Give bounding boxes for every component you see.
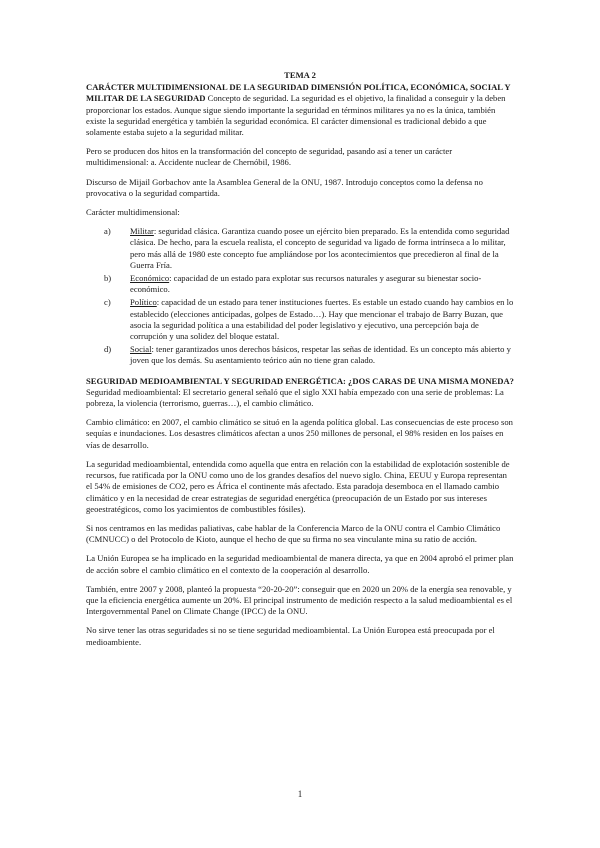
paragraph: Cambio climático: en 2007, el cambio climático se situó en la agenda política global. Las consecuencias de este proceso son sequías e inundaciones. Los desastres climáticos afectan a unos 250 millones de personal, el 98% residen en los países en vías de desarrollo. (86, 417, 513, 450)
document-title: TEMA 2 (284, 70, 316, 80)
paragraph: Si nos centramos en las medidas paliativas, cabe hablar de la Conferencia Marco de la ONU contra el Cambio Climático (CMNUCC) o del Protocolo de Kioto, aunque el hecho de que su firma no sea vinculante mina su ratio de acción. (86, 522, 501, 545)
paragraph-text: Concepto de seguridad. La seguridad es el objetivo, la finalidad a conseguir y la deben proporcionar los estados. Aunque sigue siendo importante la seguridad en términos militares ya no es la única, también existe la seguridad energética y también la seguridad económica. El carácter dimensional es tradicional debido a que solamente estaba sujeto a la seguridad militar. (86, 93, 506, 138)
list-term: Económico (130, 273, 170, 284)
page-number: 1 (297, 789, 303, 799)
paragraph-text: Seguridad medioambiental: El secretario general señaló que el siglo XXI había empezado con una serie de problemas: La pobreza, la violencia (terrorismo, guerras…), el cambio climático. (86, 386, 504, 409)
paragraph: La seguridad medioambiental, entendida como aquella que entra en relación con la estabilidad de explotación sostenible de recursos, fue ratificada por la ONU como uno de los grandes desafíos del nuevo siglo. China, EEUU y Europa representan el 54% de emisiones de CO2, pero es África el continente más afectado. Esta paradoja desemboca en el llamado cambio climático y en la necesidad de crear estrategias de seguridad energética (preocupación de un Estado por sus intereses geoestratégicos, como los yacimientos de combustibles fósiles). (86, 458, 510, 514)
list-term: Político (130, 297, 157, 308)
paragraph: También, entre 2007 y 2008, planteó la propuesta “20-20-20”: conseguir que en 2020 un 20% de la energía sea renovable, y que la eficiencia energética aumente un 20%. El principal instrumento de medición respecto a la salud medioambiental es el Intergovernmental Panel on Climate Change (IPCC) de la ONU. (86, 583, 513, 617)
list-term: Social (130, 344, 152, 355)
list-term: Militar (130, 226, 154, 237)
dimension-list (86, 226, 514, 366)
section-heading-multidimensional: CARÁCTER MULTIDIMENSIONAL DE LA SEGURIDAD DIMENSIÓN POLÍTICA, ECONÓMICA, SOCIAL Y MILITAR DE LA SEGURIDAD (86, 82, 511, 104)
list-text: : tener garantizados unos derechos básicos, respetar las señas de identidad. Es un concepto más abierto y joven que los demás. Su asentamiento teórico aún no tiene gran calado. (130, 344, 511, 366)
list-marker: a) (104, 226, 111, 237)
paragraph: Pero se producen dos hitos en la transformación del concepto de seguridad, pasando así a tener un carácter multidimensional: a. Accidente nuclear de Chernóbil, 1986. (86, 146, 453, 168)
list-marker: d) (104, 344, 112, 355)
list-marker: b) (104, 273, 112, 284)
paragraph-medioambiental (86, 376, 514, 410)
paragraph-intro (86, 82, 514, 138)
list-item-politico (86, 297, 514, 342)
paragraph: Carácter multidimensional: (86, 207, 180, 218)
paragraph: La Unión Europea se ha implicado en la seguridad medioambiental de manera directa, ya que en 2004 aprobó el primer plan de acción sobre el cambio climático en el contexto de la cooperación al desarrollo. (86, 553, 514, 575)
list-marker: c) (104, 297, 111, 308)
list-text: : capacidad de un estado para tener instituciones fuertes. Es estable un estado cuando hay cambios en lo establecido (elecciones anticipadas, golpes de Estado…). Hay que mencionar el trabajo de Barry Buzan, que asocia la seguridad política a una estabilidad del poder legislativo y ejecutivo, una percepción baja de corrupción y una solidez del bloque estatal. (130, 297, 514, 342)
paragraph: No sirve tener las otras seguridades si no se tiene seguridad medioambiental. La Unión Europea está preocupada por el medioambiente. (86, 625, 495, 647)
list-item-militar (86, 226, 514, 271)
list-text: : capacidad de un estado para explotar sus recursos naturales y asegurar su bienestar socio-económico. (130, 273, 482, 295)
list-item-social (86, 344, 514, 366)
section-heading-seguridad-medioambiental: SEGURIDAD MEDIOAMBIENTAL Y SEGURIDAD ENERGÉTICA: ¿DOS CARAS DE UNA MISMA MONEDA? (86, 375, 514, 386)
paragraph: Discurso de Mijail Gorbachov ante la Asamblea General de la ONU, 1987. Introdujo conceptos como la defensa no provocativa o la seguridad compartida. (86, 176, 483, 198)
list-item-economico (86, 273, 514, 295)
list-text: : seguridad clásica. Garantiza cuando posee un ejército bien preparado. Es la entendida como seguridad clásica. De hecho, para la escuela realista, el concepto de seguridad va ligado de forma intrínseca a lo militar, pero más allá de 1980 este concepto fue ampliándose por los acontecimientos que precedieron al final de la Guerra Fría. (130, 226, 510, 270)
